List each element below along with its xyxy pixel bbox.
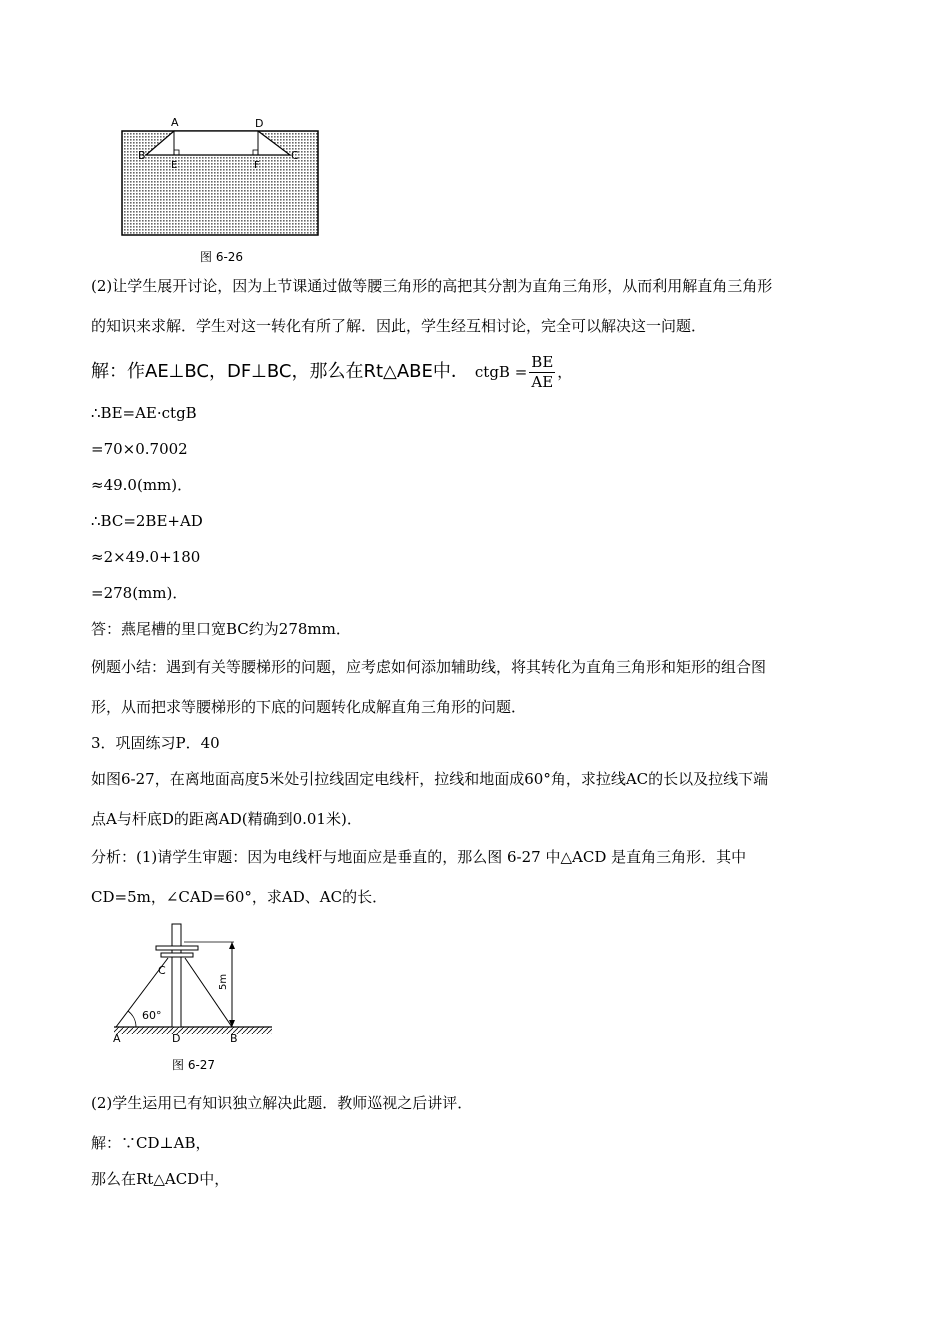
formula-tail: ， <box>557 363 573 381</box>
solution-head-text: 解：作AE⊥BC，DF⊥BC，那么在Rt△ABE中． <box>91 361 469 382</box>
label-E: E <box>171 160 178 171</box>
label-B: B <box>230 1032 238 1045</box>
angle-arc <box>128 1011 136 1027</box>
pole <box>172 924 181 1027</box>
solve-1: (2)学生运用已有知识独立解决此题．教师巡视之后讲评． <box>91 1094 473 1112</box>
label-C: C <box>158 964 166 977</box>
figure-6-27 <box>108 918 278 1048</box>
step-6: =278(mm)． <box>91 584 188 602</box>
figure-6-27-caption: 图 6-27 <box>172 1058 216 1072</box>
practice-heading: 3．巩固练习P．40 <box>91 734 220 752</box>
summary-2: 形，从而把求等腰梯形的下底的问题转化成解直角三角形的问题． <box>91 698 527 716</box>
fraction-denominator: AE <box>531 372 554 391</box>
paragraph-1: (2)让学生展开讨论，因为上节课通过做等腰三角形的高把其分割为直角三角形，从而利用解直角三角形 <box>91 277 773 295</box>
formula-lhs: ctgB = <box>474 363 528 381</box>
solve-3: 那么在Rt△ACD中， <box>91 1170 230 1188</box>
label-D: D <box>255 117 264 130</box>
analysis-2: CD=5m，∠CAD=60°，求AD、AC的长． <box>91 888 388 906</box>
label-A: A <box>171 116 179 129</box>
step-2: =70×0.7002 <box>91 440 188 458</box>
paragraph-2: 的知识来求解．学生对这一转化有所了解．因此，学生经互相讨论，完全可以解决这一问题． <box>91 317 707 335</box>
label-C: C <box>291 149 299 162</box>
summary-1: 例题小结：遇到有关等腰梯形的问题，应考虑如何添加辅助线，将其转化为直角三角形和矩形的组合图 <box>91 658 767 676</box>
analysis-1: 分析：(1)请学生审题：因为电线杆与地面应是垂直的，那么图 6-27 中△ACD 是直角三角形．其中 <box>91 848 747 866</box>
label-F: F <box>254 160 260 171</box>
step-1: ∴BE=AE·ctgB <box>91 404 197 422</box>
solution-heading <box>91 352 572 392</box>
ground-hatch <box>114 1027 272 1034</box>
guy-wire-B <box>185 958 232 1027</box>
answer: 答：燕尾槽的里口宽BC约为278mm． <box>91 620 351 638</box>
problem-1: 如图6-27，在离地面高度5米处引拉线固定电线杆，拉线和地面成60°角，求拉线AC的长以及拉线下端 <box>91 770 769 788</box>
step-4: ∴BC=2BE+AD <box>91 512 203 530</box>
problem-2: 点A与杆底D的距离AD(精确到0.01米)． <box>91 810 362 828</box>
label-height-5m: 5m <box>218 973 229 990</box>
figure-6-26-caption: 图 6-26 <box>200 250 244 264</box>
label-B: B <box>138 149 146 162</box>
label-angle-60: 60° <box>142 1009 162 1022</box>
step-5: ≈2×49.0+180 <box>91 548 201 566</box>
solve-2: 解：∵CD⊥AB， <box>91 1134 211 1152</box>
step-3: ≈49.0(mm)． <box>91 476 193 494</box>
label-D: D <box>172 1032 181 1045</box>
label-A: A <box>113 1032 121 1045</box>
fraction-numerator: BE <box>531 352 554 371</box>
formula-fraction <box>529 353 555 392</box>
